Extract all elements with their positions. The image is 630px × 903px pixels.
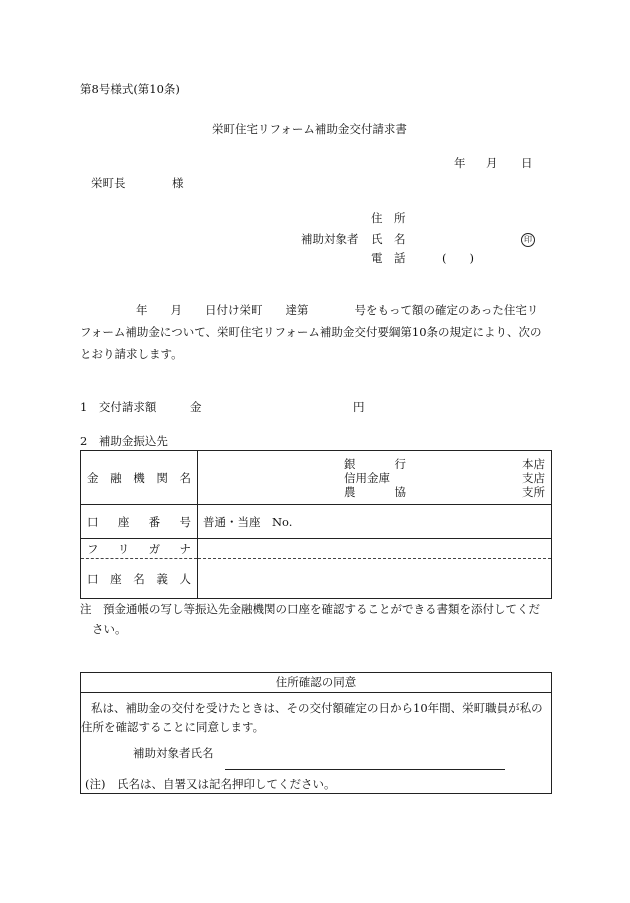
seal-icon: 印 bbox=[521, 231, 535, 247]
consent-note: (注) 氏名は、自署又は記名押印してください。 bbox=[85, 777, 336, 791]
section1-currency-prefix: 金 bbox=[190, 400, 202, 414]
date-day: 日 bbox=[521, 156, 533, 170]
consent-text-line-2: 住所を確認することに同意します。 bbox=[81, 720, 265, 734]
bank-table bbox=[80, 450, 552, 599]
date-month: 月 bbox=[486, 156, 498, 170]
phone-label: 電 話 bbox=[371, 251, 406, 265]
account-number-label-cell: 口 座 番 号 bbox=[81, 505, 198, 539]
body-line-1: 年 月 日付け栄町 達第 号をもって額の確定のあった住宅リ bbox=[136, 303, 539, 317]
consent-box bbox=[80, 672, 552, 794]
section1-unit: 円 bbox=[353, 400, 365, 414]
account-type-text: 普通・当座 No. bbox=[203, 514, 293, 529]
date-year: 年 bbox=[454, 156, 466, 170]
page-title: 栄町住宅リフォーム補助金交付請求書 bbox=[212, 122, 407, 136]
institution-type-shinkin: 信用金庫 支店 bbox=[344, 470, 545, 485]
signature-line[interactable] bbox=[225, 769, 505, 770]
consent-header: 住所確認の同意 bbox=[81, 673, 551, 693]
consent-text-line-1: 私は、補助金の交付を受けたときは、その交付額確定の日から10年間、栄町職員が私の bbox=[91, 701, 543, 715]
body-line-2: フォーム補助金について、栄町住宅リフォーム補助金交付要綱第10条の規定により、次の bbox=[80, 325, 542, 339]
name-label: 氏 名 bbox=[371, 232, 406, 246]
body-line-3: とおり請求します。 bbox=[80, 347, 183, 361]
note-line-2: さい。 bbox=[92, 622, 127, 636]
furigana-field[interactable] bbox=[198, 539, 552, 559]
addressee-honorific: 様 bbox=[172, 176, 184, 190]
institution-label-cell: 金 融 機 関 名 bbox=[81, 451, 198, 505]
note-line-1: 注 預金通帳の写し等振込先金融機関の口座を確認することができる書類を添付してくだ bbox=[80, 602, 540, 616]
institution-type-bank: 銀 行 本店 bbox=[344, 456, 545, 471]
applicant-role-label: 補助対象者 bbox=[301, 232, 359, 246]
account-holder-label-cell: 口 座 名 義 人 bbox=[81, 559, 198, 599]
addressee-name: 栄町長 bbox=[91, 176, 126, 190]
furigana-label-cell: フ リ ガ ナ bbox=[81, 539, 198, 559]
section2-label: 2 補助金振込先 bbox=[80, 434, 168, 448]
phone-parens: ( ) bbox=[442, 251, 474, 265]
signer-label: 補助対象者氏名 bbox=[133, 746, 214, 760]
form-number: 第8号様式(第10条) bbox=[80, 82, 180, 96]
institution-type-nokyo: 農 協 支所 bbox=[344, 484, 545, 499]
body-paragraph bbox=[80, 299, 555, 365]
section1-label: 1 交付請求額 bbox=[80, 400, 157, 414]
account-holder-field[interactable] bbox=[198, 559, 552, 599]
account-number-field[interactable] bbox=[198, 505, 552, 539]
address-label: 住 所 bbox=[371, 211, 406, 225]
institution-value-cell[interactable] bbox=[198, 451, 552, 505]
